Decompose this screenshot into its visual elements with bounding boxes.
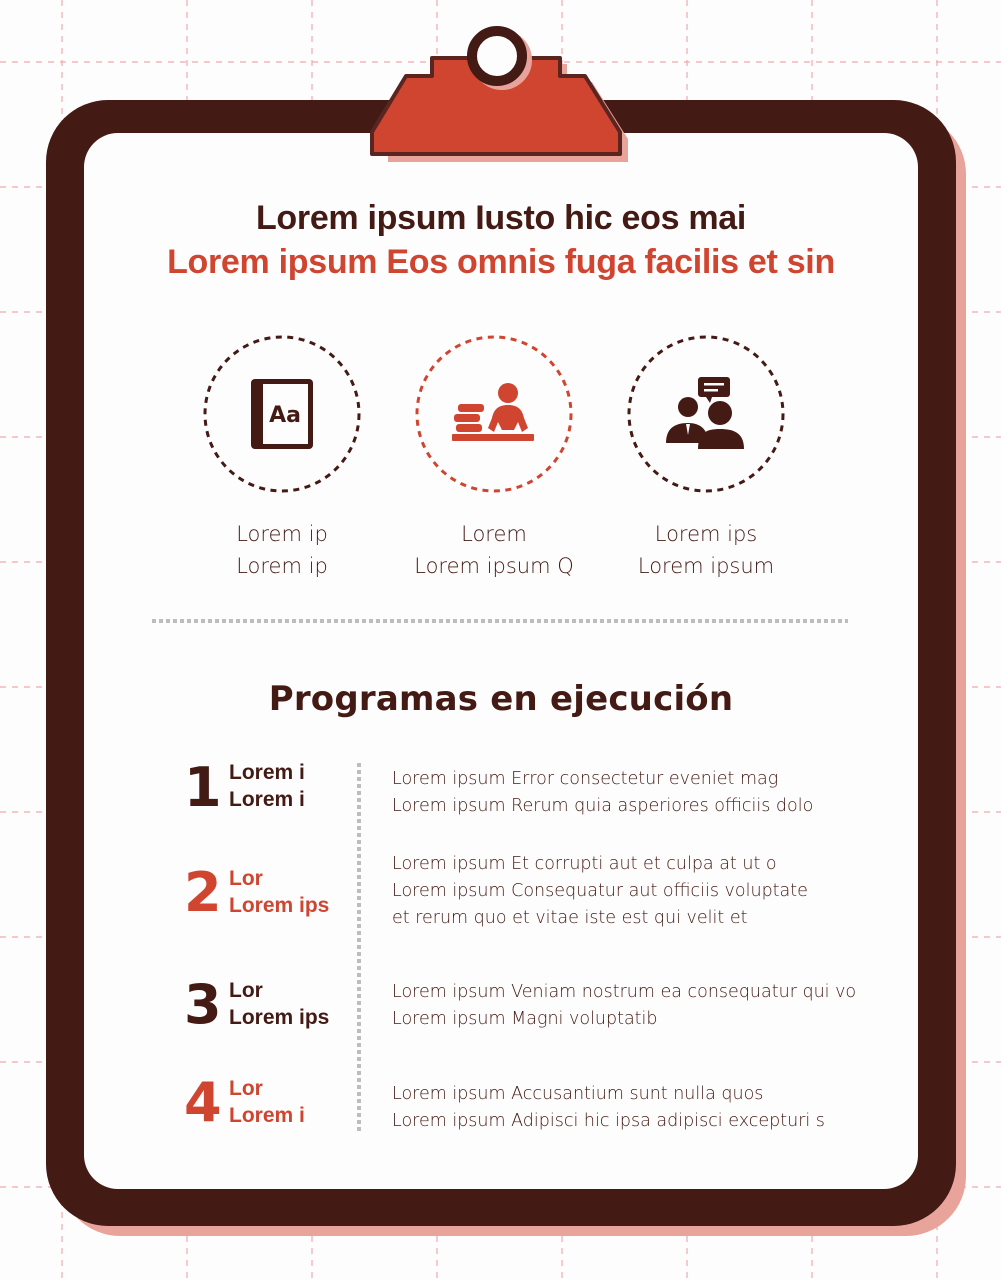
feature-conversation (591, 335, 821, 582)
clipboard-paper (84, 133, 918, 1189)
program-name-line2: Lorem i (229, 1104, 305, 1127)
feature-ring (627, 335, 785, 493)
program-number: 1 (184, 756, 222, 819)
program-name-line1: Lorem i (229, 761, 305, 784)
program-name (229, 1075, 369, 1129)
program-description (392, 766, 852, 820)
program-description (392, 1081, 852, 1135)
feature-ring (203, 335, 361, 493)
program-desc-line: Lorem ipsum Error consectetur eveniet mag (392, 769, 779, 789)
svg-text:Aa: Aa (269, 403, 301, 428)
program-desc-line: Lorem ipsum Accusantium sunt nulla quos (392, 1084, 764, 1104)
feature-label-line1: Lorem ip (236, 522, 328, 546)
feature-label-line2: Lorem ip (236, 554, 328, 578)
program-name-line1: Lor (229, 1077, 263, 1100)
feature-dictionary (167, 335, 397, 582)
feature-label-line2: Lorem ipsum (637, 554, 775, 578)
program-desc-line: Lorem ipsum Rerum quia asperiores officiis dolo (392, 796, 814, 816)
program-description (392, 979, 857, 1033)
program-name-line2: Lorem i (229, 788, 305, 811)
program-desc-line: Lorem ipsum Et corrupti aut et culpa at ut o (392, 854, 777, 874)
feature-label-line1: Lorem ips (654, 522, 758, 546)
page-title: Lorem ipsum Iusto hic eos mai (255, 199, 747, 237)
program-desc-line: Lorem ipsum Magni voluptatib (392, 1009, 658, 1029)
program-desc-line: Lorem ipsum Adipisci hic ipsa adipisci excepturi s (392, 1111, 825, 1131)
program-name-line2: Lorem ips (229, 1006, 330, 1029)
program-description (392, 851, 852, 932)
program-name-line1: Lor (229, 979, 263, 1002)
program-name (229, 759, 369, 813)
programs-title: Programas en ejecución (268, 679, 734, 719)
program-number: 4 (184, 1071, 222, 1134)
program-name (229, 977, 369, 1031)
feature-student (379, 335, 609, 582)
program-desc-line: Lorem ipsum Veniam nostrum ea consequatur qui vo (392, 982, 857, 1002)
feature-ring (415, 335, 573, 493)
section-divider (152, 619, 848, 623)
feature-label-line1: Lorem (461, 522, 527, 546)
program-name-line2: Lorem ips (229, 894, 330, 917)
feature-label-line2: Lorem ipsum Q (414, 554, 574, 578)
program-name-line1: Lor (229, 867, 263, 890)
program-desc-line: Lorem ipsum Consequatur aut officiis voluptate (392, 881, 808, 901)
program-desc-line: et rerum quo et vitae iste est qui velit et (392, 908, 748, 928)
program-name (229, 865, 369, 919)
program-number: 3 (184, 973, 222, 1036)
page-subtitle: Lorem ipsum Eos omnis fuga facilis et sin (167, 243, 835, 281)
program-number: 2 (184, 861, 222, 924)
clipboard-clip (360, 24, 650, 174)
